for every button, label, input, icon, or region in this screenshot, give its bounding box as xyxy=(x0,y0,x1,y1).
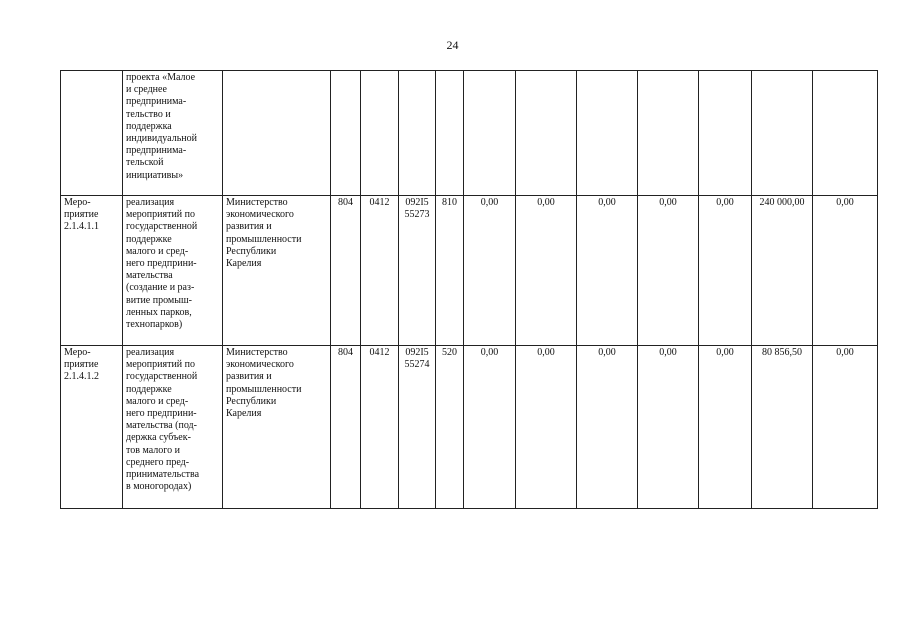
vr-cell: 520 xyxy=(436,346,464,509)
page-number: 24 xyxy=(446,38,459,52)
amount-cell: 0,00 xyxy=(699,196,752,346)
executor-cell: Министерство экономического развития и промышленности Республики Карелия xyxy=(223,346,331,509)
table-row xyxy=(61,346,878,509)
amount-cell: 0,00 xyxy=(813,196,878,346)
measure-name-cell: проекта «Малое и среднее предпринима- тельство и поддержка индивидуальной предпринима- тельской инициативы» xyxy=(123,71,223,196)
measure-cell: Меро- приятие 2.1.4.1.1 xyxy=(61,196,123,346)
amount-cell xyxy=(577,71,638,196)
amount-cell: 0,00 xyxy=(638,346,699,509)
table-row xyxy=(61,71,878,196)
amount-cell: 0,00 xyxy=(516,196,577,346)
amount-cell: 0,00 xyxy=(577,196,638,346)
amount-cell xyxy=(813,71,878,196)
amount-cell: 0,00 xyxy=(464,196,516,346)
amount-cell: 0,00 xyxy=(577,346,638,509)
executor-cell: Министерство экономического развития и промышленности Республики Карелия xyxy=(223,196,331,346)
measure-name-cell: реализация мероприятий по государственной поддержке малого и сред- него предприни- мательства (создание и раз- витие промыш- ленных парков, технопарков) xyxy=(123,196,223,346)
amount-cell: 0,00 xyxy=(638,196,699,346)
amount-cell: 0,00 xyxy=(516,346,577,509)
rzpr-cell: 0412 xyxy=(361,196,399,346)
vr-cell xyxy=(436,71,464,196)
amount-cell: 240 000,00 xyxy=(752,196,813,346)
grbs-cell: 804 xyxy=(331,346,361,509)
amount-cell xyxy=(699,71,752,196)
budget-table xyxy=(60,70,878,509)
csr-cell: 092I5 55274 xyxy=(399,346,436,509)
table-row xyxy=(61,196,878,346)
amount-cell: 80 856,50 xyxy=(752,346,813,509)
amount-cell xyxy=(516,71,577,196)
rzpr-cell xyxy=(361,71,399,196)
measure-cell: Меро- приятие 2.1.4.1.2 xyxy=(61,346,123,509)
grbs-cell: 804 xyxy=(331,196,361,346)
amount-cell: 0,00 xyxy=(464,346,516,509)
amount-cell xyxy=(638,71,699,196)
grbs-cell xyxy=(331,71,361,196)
executor-cell xyxy=(223,71,331,196)
amount-cell: 0,00 xyxy=(813,346,878,509)
csr-cell: 092I5 55273 xyxy=(399,196,436,346)
measure-cell xyxy=(61,71,123,196)
amount-cell xyxy=(752,71,813,196)
measure-name-cell: реализация мероприятий по государственной поддержке малого и сред- него предприни- мательства (под- держка субъек- тов малого и среднего пред- принимательства в моногородах) xyxy=(123,346,223,509)
rzpr-cell: 0412 xyxy=(361,346,399,509)
amount-cell xyxy=(464,71,516,196)
vr-cell: 810 xyxy=(436,196,464,346)
amount-cell: 0,00 xyxy=(699,346,752,509)
csr-cell xyxy=(399,71,436,196)
